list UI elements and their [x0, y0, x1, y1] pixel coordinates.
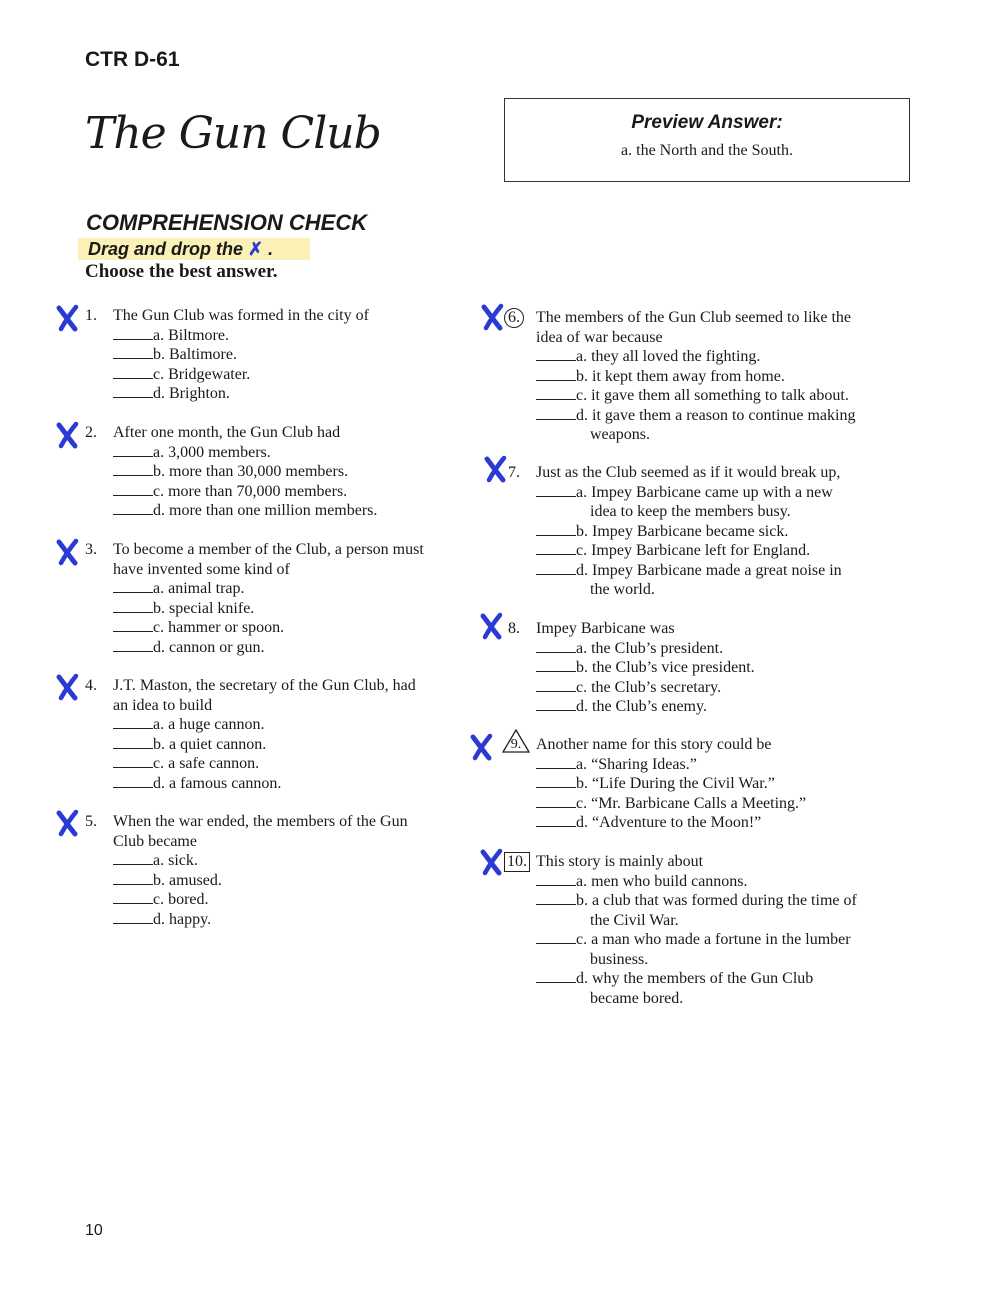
answer-option[interactable]: [536, 367, 855, 387]
answer-label: a. “Sharing Ideas.”: [576, 755, 697, 773]
question-number: 3.: [85, 541, 97, 558]
triangle-number: [502, 729, 530, 753]
answer-option[interactable]: [536, 386, 855, 406]
answer-continuation: business.: [590, 950, 649, 968]
answer-option[interactable]: [113, 890, 408, 910]
x-mark-icon[interactable]: [56, 421, 80, 449]
question-item: [85, 540, 424, 657]
question-number: [508, 852, 530, 872]
answer-option[interactable]: [536, 522, 842, 542]
answer-label: b. “Life During the Civil War.”: [576, 775, 775, 792]
answer-option[interactable]: [113, 871, 408, 891]
answer-label: a. sick.: [153, 852, 198, 869]
answer-option[interactable]: [536, 483, 842, 503]
page-title: The Gun Club: [85, 108, 381, 159]
question-item: [508, 463, 842, 600]
answer-label: a. Biltmore.: [153, 326, 229, 344]
answer-option[interactable]: [536, 541, 842, 561]
answer-label: b. amused.: [153, 871, 222, 889]
answer-option[interactable]: [536, 697, 755, 717]
question-text: Club became: [113, 832, 197, 850]
answer-continuation: the world.: [590, 581, 655, 598]
x-mark-icon[interactable]: [480, 848, 504, 876]
answer-option[interactable]: [536, 813, 806, 833]
answer-label: c. hammer or spoon.: [153, 619, 285, 636]
question-text: an idea to build: [113, 696, 213, 714]
answer-label: d. Impey Barbicane made a great noise in: [576, 561, 842, 579]
answer-label: a. they all loved the fighting.: [576, 348, 761, 365]
question-item: [508, 619, 755, 717]
answer-label: c. more than 70,000 members.: [153, 482, 348, 500]
answer-blank[interactable]: [113, 735, 153, 749]
answer-blank[interactable]: [536, 483, 576, 497]
answer-blank[interactable]: [536, 678, 576, 692]
answer-label: d. “Adventure to the Moon!”: [576, 814, 762, 831]
answer-option[interactable]: [113, 851, 408, 871]
answer-blank[interactable]: [113, 910, 153, 924]
answer-blank[interactable]: [113, 326, 153, 340]
answer-label: d. Brighton.: [153, 385, 230, 402]
question-item: [508, 735, 806, 833]
answer-label: d. the Club’s enemy.: [576, 698, 707, 715]
question-number: 5.: [85, 813, 97, 830]
answer-option[interactable]: [113, 735, 416, 755]
answer-option[interactable]: [536, 774, 806, 794]
answer-blank[interactable]: [536, 367, 576, 381]
drag-suffix: .: [268, 239, 274, 259]
question-item: [85, 676, 416, 793]
answer-label: d. why the members of the Gun Club: [576, 970, 814, 987]
answer-option[interactable]: [113, 638, 424, 658]
question-text: Another name for this story could be: [536, 736, 772, 753]
answer-label: a. men who build cannons.: [576, 872, 748, 890]
question-item: [85, 812, 408, 929]
question-text: The Gun Club was formed in the city of: [113, 307, 369, 324]
answer-label: a. 3,000 members.: [153, 443, 271, 461]
answer-blank[interactable]: [113, 443, 153, 457]
answer-blank[interactable]: [536, 639, 576, 653]
answer-option[interactable]: [536, 794, 806, 814]
answer-option[interactable]: [113, 482, 377, 502]
answer-label: d. it gave them a reason to continue making: [576, 406, 856, 424]
answer-blank[interactable]: [113, 715, 153, 729]
answer-option[interactable]: [536, 561, 842, 581]
answer-option[interactable]: [536, 678, 755, 698]
answer-option[interactable]: [536, 406, 855, 426]
answer-blank[interactable]: [113, 774, 153, 788]
x-mark-icon[interactable]: [56, 809, 80, 837]
answer-label: d. happy.: [153, 910, 212, 928]
answer-blank[interactable]: [536, 872, 576, 886]
answer-blank[interactable]: [113, 345, 153, 359]
question-number: [508, 735, 530, 755]
x-mark-icon[interactable]: [56, 538, 80, 566]
question-item: [85, 306, 369, 404]
answer-blank[interactable]: [536, 969, 576, 983]
question-text: Impey Barbicane was: [536, 620, 675, 637]
answer-label: b. special knife.: [153, 599, 255, 617]
answer-blank[interactable]: [536, 541, 576, 555]
drag-instruction: [78, 238, 310, 260]
answer-label: c. a man who made a fortune in the lumber: [576, 931, 851, 948]
answer-blank[interactable]: [536, 658, 576, 672]
answer-blank[interactable]: [536, 347, 576, 361]
answer-blank[interactable]: [113, 501, 153, 515]
answer-label: a. the Club’s president.: [576, 639, 724, 657]
x-mark-icon[interactable]: [56, 673, 80, 701]
question-text: The members of the Gun Club seemed to like the: [536, 309, 852, 326]
x-mark-icon[interactable]: [470, 733, 494, 761]
preview-text: a. the North and the South.: [621, 142, 793, 159]
answer-option[interactable]: [113, 326, 369, 346]
x-mark-icon[interactable]: [56, 304, 80, 332]
answer-label: c. bored.: [153, 891, 209, 908]
answer-option[interactable]: [113, 715, 416, 735]
triangle-number-label: 9.: [510, 737, 522, 752]
answer-blank[interactable]: [536, 774, 576, 788]
boxed-number: 10.: [504, 852, 530, 872]
preview-answer-box: [504, 98, 910, 182]
answer-option[interactable]: [536, 755, 806, 775]
answer-option[interactable]: [536, 872, 857, 892]
answer-option[interactable]: [113, 579, 424, 599]
question-text: Just as the Club seemed as if it would break up,: [536, 464, 841, 481]
answer-label: c. a safe cannon.: [153, 755, 260, 772]
answer-blank[interactable]: [536, 386, 576, 400]
question-item: [508, 308, 855, 445]
answer-label: b. it kept them away from home.: [576, 367, 785, 385]
answer-label: b. Baltimore.: [153, 346, 237, 363]
answer-label: d. cannon or gun.: [153, 638, 265, 656]
answer-continuation: idea to keep the members busy.: [590, 503, 791, 520]
answer-label: c. the Club’s secretary.: [576, 678, 722, 696]
answer-blank[interactable]: [536, 755, 576, 769]
question-text: J.T. Maston, the secretary of the Gun Club, had: [113, 677, 416, 694]
answer-label: b. more than 30,000 members.: [153, 463, 349, 480]
question-item: [85, 423, 377, 521]
circled-number: 6.: [504, 308, 524, 328]
question-number: 8.: [508, 620, 520, 637]
answer-label: b. a club that was formed during the time of: [576, 892, 857, 909]
answer-label: c. Bridgewater.: [153, 365, 251, 383]
question-text: When the war ended, the members of the Gun: [113, 813, 408, 830]
question-text: have invented some kind of: [113, 560, 290, 578]
answer-label: c. Impey Barbicane left for England.: [576, 542, 811, 559]
answer-option[interactable]: [113, 462, 377, 482]
question-text: idea of war because: [536, 328, 663, 346]
page-number: 10: [85, 1222, 103, 1239]
answer-option[interactable]: [536, 639, 755, 659]
answer-blank[interactable]: [113, 851, 153, 865]
answer-blank[interactable]: [113, 754, 153, 768]
question-number: 2.: [85, 424, 97, 441]
answer-blank[interactable]: [113, 462, 153, 476]
answer-blank[interactable]: [536, 522, 576, 536]
x-mark-icon[interactable]: [480, 612, 504, 640]
answer-blank[interactable]: [113, 365, 153, 379]
answer-option[interactable]: [536, 347, 855, 367]
answer-label: c. it gave them all something to talk about.: [576, 387, 849, 404]
answer-blank[interactable]: [113, 618, 153, 632]
worksheet-code: CTR D-61: [85, 48, 180, 71]
answer-option[interactable]: [113, 910, 408, 930]
question-number: 1.: [85, 307, 97, 324]
x-mark-icon[interactable]: [481, 303, 505, 331]
answer-blank[interactable]: [113, 599, 153, 613]
question-number: 4.: [85, 677, 97, 694]
answer-option[interactable]: [113, 384, 369, 404]
answer-blank[interactable]: [113, 482, 153, 496]
answer-option[interactable]: [536, 658, 755, 678]
drag-prefix: Drag and drop the: [88, 239, 244, 259]
answer-blank[interactable]: [536, 813, 576, 827]
answer-blank[interactable]: [536, 891, 576, 905]
answer-label: a. a huge cannon.: [153, 716, 265, 733]
question-text: This story is mainly about: [536, 853, 704, 870]
answer-blank[interactable]: [113, 638, 153, 652]
answer-blank[interactable]: [113, 871, 153, 885]
answer-label: c. “Mr. Barbicane Calls a Meeting.”: [576, 794, 807, 812]
answer-option[interactable]: [536, 891, 857, 911]
answer-blank[interactable]: [113, 890, 153, 904]
answer-blank[interactable]: [536, 561, 576, 575]
answer-option[interactable]: [113, 599, 424, 619]
answer-label: b. the Club’s vice president.: [576, 659, 755, 676]
answer-continuation: weapons.: [590, 426, 650, 443]
answer-option[interactable]: [113, 774, 416, 794]
x-mark-icon: ✗: [248, 239, 264, 259]
answer-blank[interactable]: [113, 579, 153, 593]
answer-label: d. a famous cannon.: [153, 774, 282, 792]
answer-option[interactable]: [113, 345, 369, 365]
question-text: To become a member of the Club, a person must: [113, 541, 424, 558]
answer-option[interactable]: [113, 618, 424, 638]
answer-option[interactable]: [536, 930, 857, 950]
answer-label: b. a quiet cannon.: [153, 735, 267, 753]
answer-label: d. more than one million members.: [153, 502, 378, 519]
preview-heading: Preview Answer:: [631, 112, 783, 133]
question-item: [508, 852, 857, 1008]
instruction: Choose the best answer.: [85, 261, 278, 282]
answer-continuation: the Civil War.: [590, 911, 679, 929]
answer-label: a. Impey Barbicane came up with a new: [576, 483, 833, 501]
answer-option[interactable]: [536, 969, 857, 989]
section-heading: COMPREHENSION CHECK: [86, 210, 368, 235]
answer-blank[interactable]: [536, 794, 576, 808]
answer-blank[interactable]: [536, 406, 576, 420]
question-number: [508, 308, 524, 328]
answer-label: a. animal trap.: [153, 580, 245, 597]
answer-blank[interactable]: [536, 930, 576, 944]
answer-option[interactable]: [113, 754, 416, 774]
x-mark-icon[interactable]: [484, 455, 508, 483]
question-text: After one month, the Gun Club had: [113, 424, 341, 441]
answer-option[interactable]: [113, 365, 369, 385]
answer-label: b. Impey Barbicane became sick.: [576, 522, 789, 540]
answer-blank[interactable]: [113, 384, 153, 398]
answer-option[interactable]: [113, 443, 377, 463]
answer-option[interactable]: [113, 501, 377, 521]
question-number: 7.: [508, 464, 520, 481]
answer-blank[interactable]: [536, 697, 576, 711]
answer-continuation: became bored.: [590, 989, 684, 1007]
